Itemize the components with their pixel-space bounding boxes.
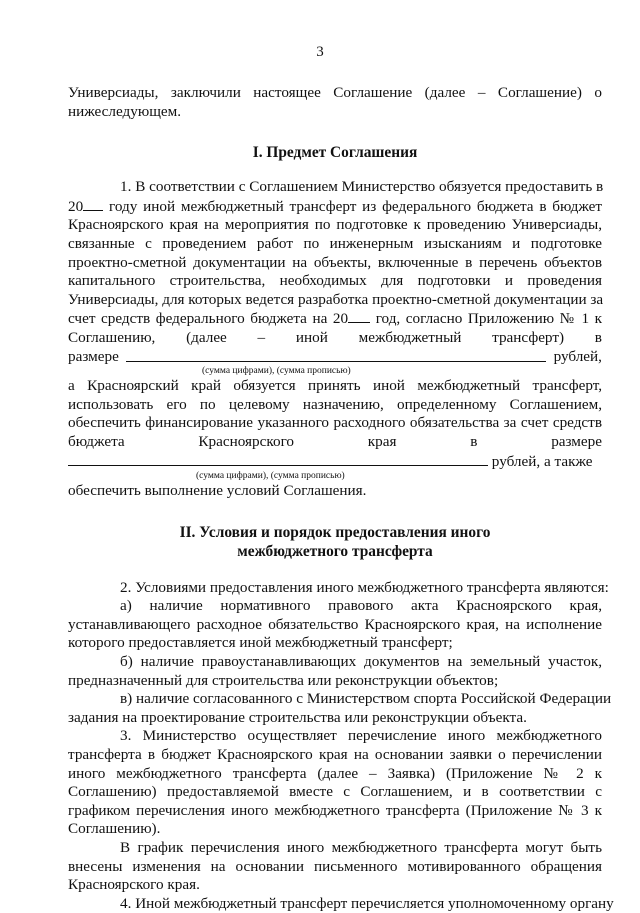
section-2-title-line-2: межбюджетного трансферта xyxy=(237,542,433,560)
p1-line-10 xyxy=(68,348,602,367)
p1-line-8-a: счет средств федерального бюджета на 20 xyxy=(68,310,349,328)
p1-line-16: обеспечить выполнение условий Соглашения. xyxy=(68,482,367,500)
p3-line-4: Соглашению) предоставляемой вместе с Соглашением, и в соответствии с xyxy=(68,783,602,801)
p1-line-3: Красноярского края на мероприятия по подготовке к проведению Универсиады, xyxy=(68,216,602,234)
section-1-title: I. Предмет Соглашения xyxy=(252,144,418,162)
p1-l9-w6: в xyxy=(594,328,602,346)
p2-a-line-3: которого предоставляется иной межбюджетный трансферт; xyxy=(68,634,453,652)
intro-line-1: Универсиады, заключили настоящее Соглашение (далее – Соглашение) о xyxy=(68,84,602,101)
p1-line-1: 1. В соответствии с Соглашением Министерство обязуется предоставить в xyxy=(120,178,604,196)
p1-line-2-text: году иной межбюджетный трансферт из федерального бюджета в бюджет xyxy=(103,197,602,215)
p1-line-12: использовать его по целевому назначению, определенному Соглашением, xyxy=(68,395,602,413)
amount-blank-2 xyxy=(68,452,488,466)
amount-blank xyxy=(126,348,546,362)
p1-l14-w1: Красноярского xyxy=(198,432,295,450)
amount-caption-2: (сумма цифрами), (сумма прописью) xyxy=(196,471,345,482)
document-body xyxy=(68,84,614,913)
p1-l9-w5: трансферт) xyxy=(492,328,565,346)
p1-l9-w0: Соглашению, xyxy=(68,328,156,346)
p1-l9-w4: межбюджетный xyxy=(358,328,462,346)
p1-line-2 xyxy=(68,197,602,217)
p2-a-line-2: устанавливающего расходное обязательство Красноярского края, на исполнение xyxy=(68,615,602,633)
p1-l9-w1: (далее xyxy=(186,328,227,346)
p1-line-8 xyxy=(68,309,602,329)
p1-line-11: а Красноярский край обязуется принять иной межбюджетный трансферт, xyxy=(68,377,602,395)
p1-line-9 xyxy=(68,329,602,348)
page-number: 3 xyxy=(316,44,324,60)
intro-line-2: нижеследующем. xyxy=(68,102,182,120)
p2-c-line-2: задания на проектирование строительства или реконструкции объекта. xyxy=(68,708,527,726)
p1-line-4: связанные с проведением работ по инженерным изысканиям и подготовке xyxy=(68,234,602,252)
year-blank xyxy=(83,197,103,211)
year-prefix: 20 xyxy=(68,197,84,215)
p4-line-1: 4. Иной межбюджетный трансферт перечисляется уполномоченному органу xyxy=(120,894,614,912)
p2-line-1: 2. Условиями предоставления иного межбюджетного трансферта являются: xyxy=(120,578,609,596)
p3b-line-1: В график перечисления иного межбюджетного трансферта могут быть xyxy=(120,839,602,856)
p1-line-14 xyxy=(68,433,602,452)
p1-line-5: проектно-сметной документации на объекты, включенные в перечень объектов xyxy=(68,253,602,271)
p3-line-2: трансферта в бюджет Красноярского края на основании заявки о перечислении xyxy=(68,746,602,764)
section-2-title-line-1: II. Условия и порядок предоставления иного xyxy=(179,523,491,541)
p3-line-3: иного межбюджетного трансферта (далее – Заявка) (Приложение № 2 к xyxy=(68,764,602,782)
p1-line-6: капитального строительства, необходимых для подготовки и проведения xyxy=(68,272,602,290)
p1-l14-w0: бюджета xyxy=(68,432,125,450)
p1-line-15-text: рублей, а также xyxy=(488,452,593,470)
p2-a-line-1: а) наличие нормативного правового акта Красноярского края, xyxy=(120,597,602,615)
p1-line-13: обеспечить финансирование указанного расходного обязательства за счет средств xyxy=(68,414,602,432)
p3b-line-3: Красноярского края. xyxy=(68,876,200,894)
currency-label: рублей, xyxy=(553,347,602,365)
p2-c-line-1: в) наличие согласованного с Министерством спорта Российской Федерации xyxy=(120,690,612,708)
p1-line-7: Универсиады, для которых ведется разработка проектно-сметной документации за xyxy=(68,290,604,308)
p1-line-8-b: год, согласно Приложению № 1 к xyxy=(370,310,602,328)
p3b-line-2: внесены изменения на основании письменного мотивированного обращения xyxy=(68,857,602,875)
p1-l9-w3: иной xyxy=(295,328,328,346)
amount-caption-1: (сумма цифрами), (сумма прописью) xyxy=(202,366,351,377)
p3-line-6: Соглашению). xyxy=(68,820,161,838)
year-blank-2 xyxy=(348,309,370,323)
p3-line-1: 3. Министерство осуществляет перечисление иного межбюджетного xyxy=(120,727,602,745)
p3-line-5: графиком перечисления иного межбюджетного трансферта (Приложение № 3 к xyxy=(68,801,602,819)
p1-l14-w3: в xyxy=(470,432,478,450)
p2-b-line-1: б) наличие правоустанавливающих документов на земельный участок, xyxy=(120,653,602,671)
p1-l14-w4: размере xyxy=(551,432,602,450)
p1-line-15 xyxy=(68,452,602,472)
p1-l9-w2: – xyxy=(257,328,266,346)
p2-b-line-2: предназначенный для строительства или реконструкции объектов; xyxy=(68,671,499,689)
p1-l14-w2: края xyxy=(367,432,397,450)
amount-label: размере xyxy=(68,347,119,365)
